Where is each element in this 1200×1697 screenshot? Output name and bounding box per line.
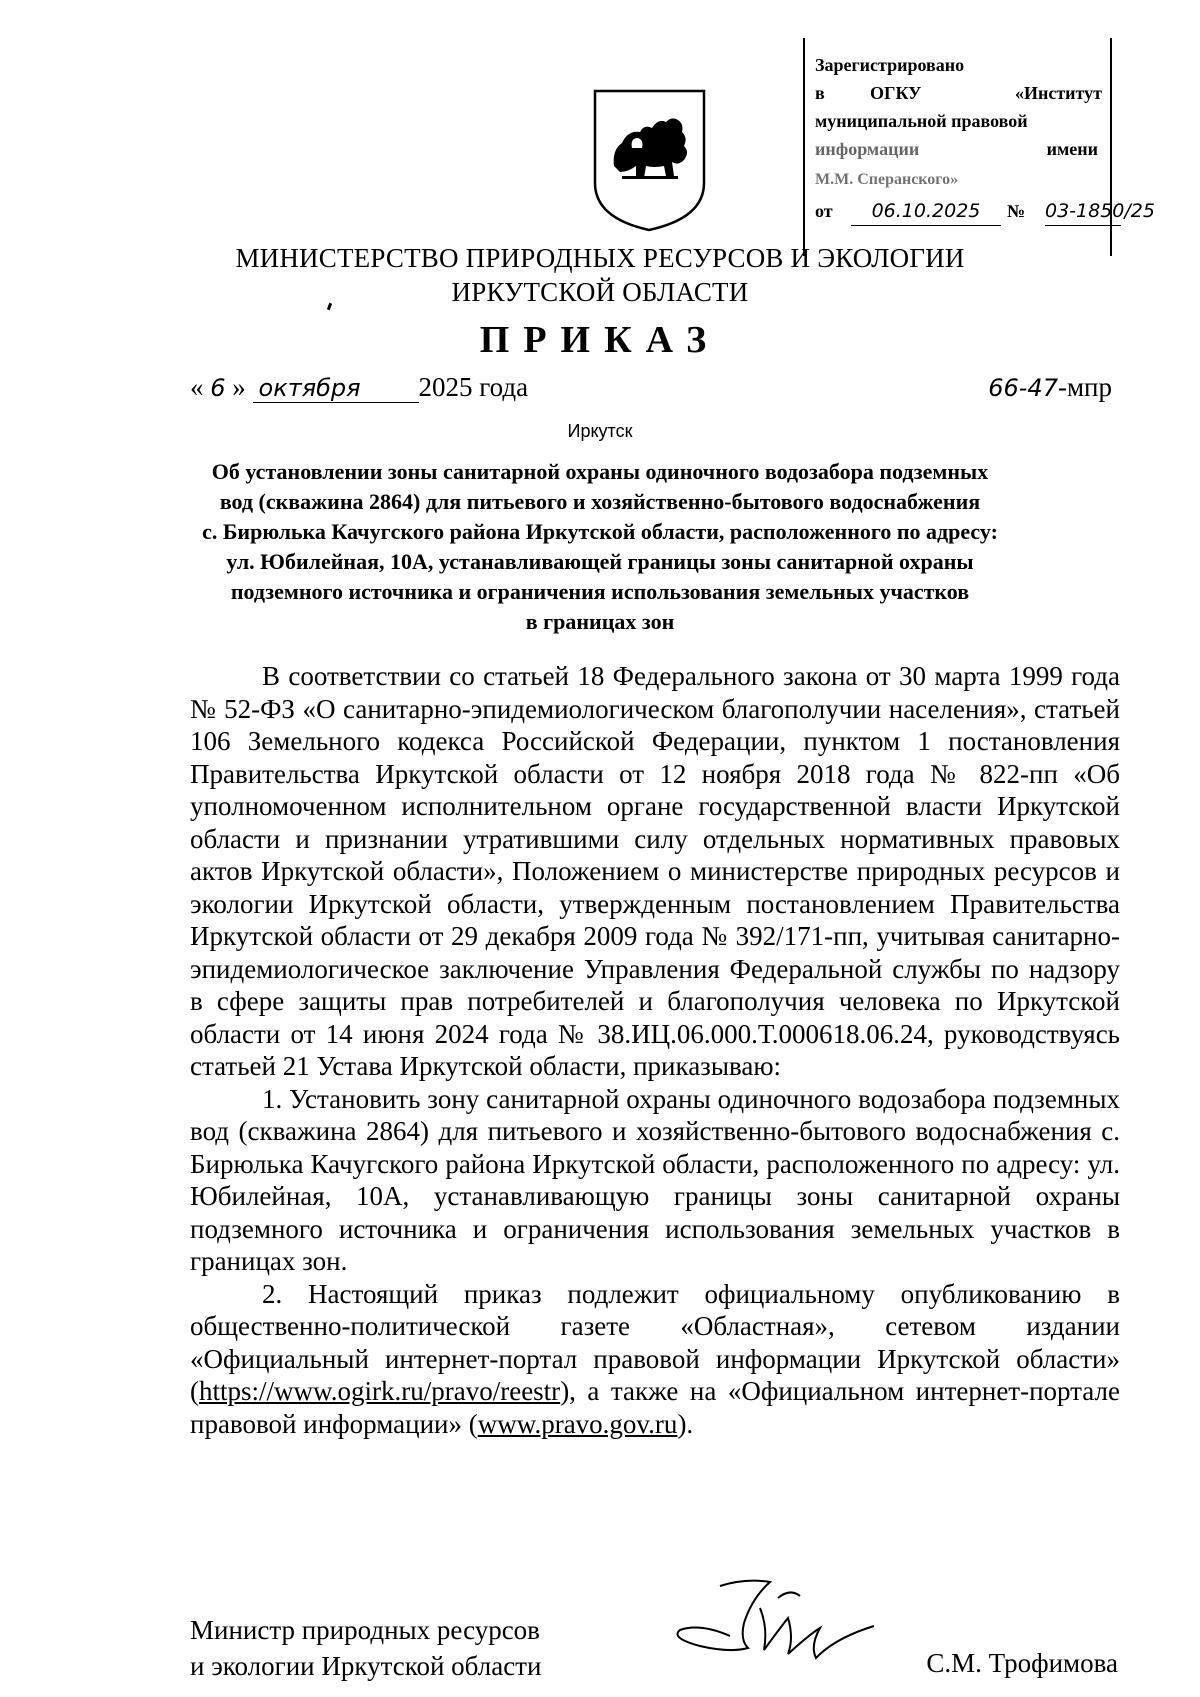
item-2-text-a: 2. Настоящий приказ подлежит официальному опубликованию в общественно-политической газете «Областная», сетевом издании «Официальный интернет-портал правовой информации Иркутской области» ( xyxy=(190,1278,1120,1406)
signatory-position xyxy=(190,1612,541,1684)
date-year: 2025 года xyxy=(418,372,529,402)
preamble-paragraph: В соответствии со статьей 18 Федерального закона от 30 марта 1999 года № 52-ФЗ «О санитарно-эпидемиологическом благополучии населения», статьей 106 Земельного кодекса Российской Федерации, пунктом 1 постановления Правительства Иркутской области от 12 ноября 2018 года № 822-пп «Об уполномоченном исполнительном органе государственной власти Иркутской области и признании утратившими силу отдельных нормативных правовых актов Иркутской области», Положением о министерстве природных ресурсов и экологии Иркутской области, утвержденным постановлением Правительства Иркутской области от 29 декабря 2009 года № 392/171-пп, учитывая санитарно-эпидемиологическое заключение Управления Федеральной службы по надзору в сфере защиты прав потребителей и благополучия человека по Иркутской области от 14 июня 2024 года № 38.ИЦ.06.000.Т.000618.06.24, руководствуясь статьей 21 Устава Иркутской области, приказываю: xyxy=(190,661,1120,1081)
title-line: Об установлении зоны санитарной охраны одиночного водозабора подземных xyxy=(211,459,989,484)
item-2-text-c: ). xyxy=(677,1408,694,1439)
date-month: октября xyxy=(253,374,419,403)
ministry-name: МИНИСТЕРСТВО ПРИРОДНЫХ РЕСУРСОВ И ЭКОЛОГИИ xyxy=(235,243,965,273)
order-number-suffix: -мпр xyxy=(1057,372,1112,402)
title-line: с. Бирюлька Качугского района Иркутской области, расположенного по адресу: xyxy=(202,519,998,544)
document-type: ПРИКАЗ xyxy=(479,319,721,361)
order-number-handwritten: 66-47 xyxy=(988,374,1058,402)
region-name: ИРКУТСКОЙ ОБЛАСТИ xyxy=(451,277,749,307)
stamp-name: имени xyxy=(1046,139,1098,159)
date-day: 6 xyxy=(210,374,226,402)
registration-stamp xyxy=(803,38,1155,256)
stamp-line-municipal: муниципальной правовой xyxy=(815,111,1028,131)
city: Иркутск xyxy=(567,421,633,441)
stamp-institute: «Институт xyxy=(1014,83,1102,103)
coat-of-arms-icon xyxy=(592,88,707,233)
date-open-quote: « xyxy=(190,372,204,402)
pravo-link[interactable]: www.pravo.gov.ru xyxy=(477,1408,678,1439)
ogirk-link[interactable]: https://www.ogirk.ru/pravo/reestr xyxy=(199,1376,561,1406)
stamp-date-value: 06.10.2025 xyxy=(851,198,1001,226)
date-close-quote: » xyxy=(232,372,246,402)
document-body xyxy=(190,660,1120,1440)
document-title xyxy=(150,457,1050,637)
stamp-line-speransky: М.М. Сперанского» xyxy=(815,171,959,188)
position-line-2: и экологии Иркутской области xyxy=(190,1651,542,1681)
item-2-text-b: ), а также на «Официальном интернет-портале правовой информации» ( xyxy=(190,1376,1120,1439)
stamp-in: в xyxy=(815,83,825,103)
stamp-ogku: ОГКУ xyxy=(870,83,922,103)
title-line: ул. Юбилейная, 10А, устанавливающей границы зоны санитарной охраны xyxy=(226,549,974,574)
title-line: в границах зон xyxy=(525,609,675,634)
title-line: вод (скважина 2864) для питьевого и хозяйственно-бытового водоснабжения xyxy=(219,489,981,514)
order-number xyxy=(988,372,1112,403)
order-date xyxy=(190,372,528,403)
position-line-1: Министр природных ресурсов xyxy=(190,1615,540,1645)
stamp-information: информации xyxy=(815,139,920,159)
signatory-name: С.М. Трофимова xyxy=(926,1648,1118,1678)
stamp-line-registered: Зарегистрировано xyxy=(815,55,965,75)
title-line: подземного источника и ограничения использования земельных участков xyxy=(230,579,970,604)
stamp-number-value: 03-1850/25 xyxy=(1045,198,1121,226)
stamp-number-label: № xyxy=(1007,201,1026,221)
handwritten-signature xyxy=(660,1568,880,1673)
stamp-date-label: от xyxy=(815,201,833,221)
item-1-paragraph: 1. Установить зону санитарной охраны одиночного водозабора подземных вод (скважина 2864) для питьевого и хозяйственно-бытового водоснабжения с. Бирюлька Качугского района Иркутской области, расположенного по адресу: ул. Юбилейная, 10А, устанавливающую границы зоны санитарной охраны подземного источника и ограничения использования земельных участков в границах зон. xyxy=(190,1083,1120,1276)
item-2-paragraph xyxy=(190,1278,1120,1441)
